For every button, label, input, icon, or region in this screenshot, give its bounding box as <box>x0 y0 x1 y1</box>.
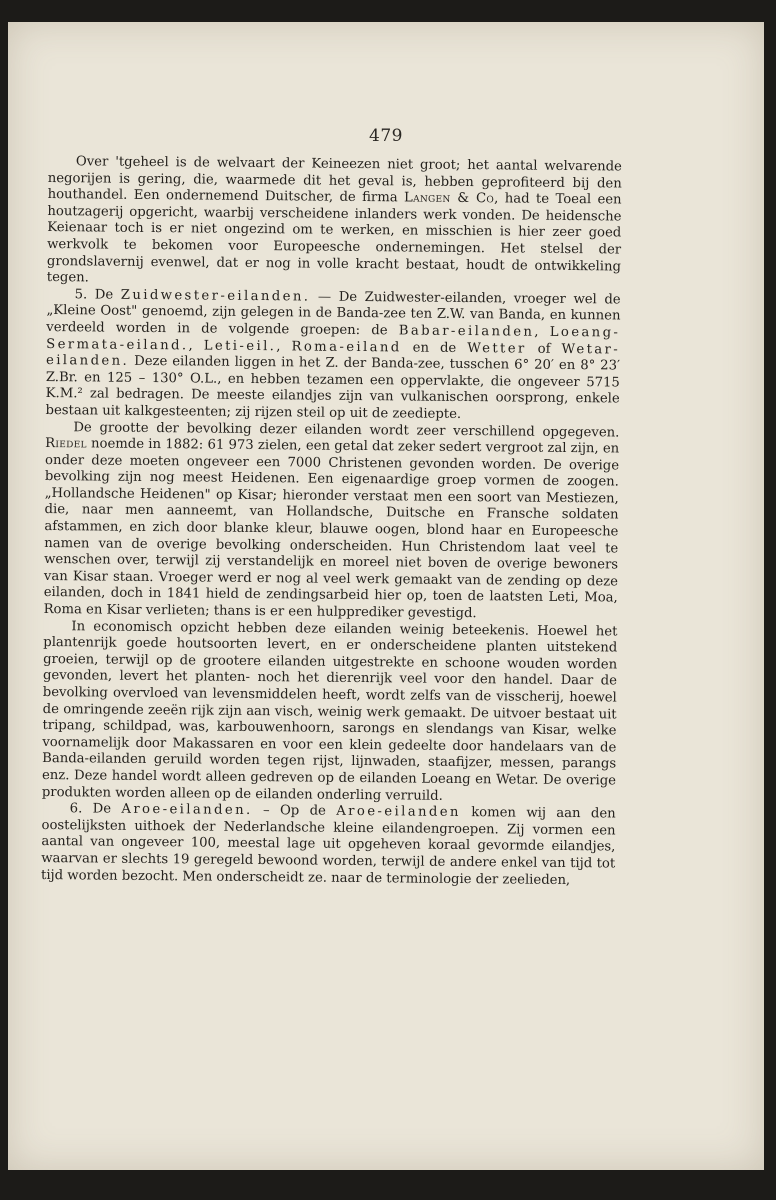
text-run: en de <box>401 339 468 356</box>
text-run: 6. De <box>69 801 122 817</box>
text-run: – Op de <box>252 803 337 819</box>
text-run: , <box>188 337 204 354</box>
author-name: Riedel <box>45 436 87 452</box>
section-heading: Aroe-eilanden. <box>121 801 253 819</box>
text-run: 5. De <box>74 287 121 303</box>
text-run: komen wij aan den oostelijksten uithoek der Nederlandsche kleine eilandengroepen. Zij vormen een aantal van ongeveer 100, meestal lage uit opgeheven koraal gevormde eilandjes, waarvan er slechts 19 geregeld bewoond worden, terwijl de andere enkel van tijd tot tijd worden bezocht. Men onderscheidt ze. naar de terminologie der zeelieden, <box>41 805 616 888</box>
text-run: Over 'tgeheel is de welvaart der Keineezen niet groot; het aantal welvarende negorijen is gering, die, waarmede dit het geval is, hebben geprofiteerd bij den houthandel. Een ondernemend Duitscher, de firma <box>47 154 622 206</box>
text-run: noemde in 1882: 61 973 zielen, een getal dat zeker sedert vergroot zal zijn, en onder deze moeten ongeveer een 7000 Christenen gevonden worden. De overige bevolking zijn nog meest Heidenen. Een eigenaardige groep vormen de zoogen. „Hollandsche Heidenen" op Kisar; hieronder verstaat men een soort van Mestiezen, die, naar men aanneemt, van Hollandsche, Duitsche en Fransche soldaten afstammen, en zich door blanke kleur, blauwe oogen, blond haar en Europeesche namen van de overige bevolking onderscheiden. Hun Christendom laat veel te wenschen over, terwijl zij verstandelijk en moreel niet boven de overige bewoners van Kisar staan. Vroeger werd er nog al veel werk gemaakt van de zending op deze eilanden, doch in 1841 hield de zendingsarbeid hier op, toen de laatsten Leti, Moa, Roma en Kisar verlieten; thans is er een hulpprediker gevestigd. <box>43 436 620 622</box>
text-run: , <box>534 324 550 340</box>
text-run: , had te Toeal een houtzagerij opgericht, waarbij verscheidene inlanders werk vonden. De heidensche Keienaar toch is er niet ongezind om te werken, en misschien is hier zeer goed werkvolk te bekomen voor Europeesche ondernemingen. Het stelsel der grondslavernij evenwel, dat er nog in volle kracht bestaat, houdt de ontwikkeling tegen. <box>46 191 622 286</box>
paragraph-2 <box>45 287 620 425</box>
paragraph-4 <box>42 619 618 807</box>
section-heading: Zuidwester-eilanden. <box>120 287 311 305</box>
spaced-term: Roma-eiland <box>291 338 402 355</box>
spaced-term: Wetter <box>467 340 527 357</box>
page-number: 479 <box>369 126 403 146</box>
text-run: , <box>276 338 292 354</box>
book-page <box>8 22 764 1170</box>
text-run: of <box>526 341 562 357</box>
text-run: De grootte der bevolking dezer eilanden wordt zeer verschillend opgegeven. <box>73 419 620 440</box>
spaced-term: Wetar-eilanden. <box>45 341 621 369</box>
spaced-term: Leti-eil. <box>203 338 277 354</box>
body-text <box>41 154 622 890</box>
spaced-term: Babar-eilanden <box>398 323 535 340</box>
text-run: — De Zuidwester-eilanden, vroeger wel de „Kleine Oost" genoemd, zijn gelegen in de Banda-zee ten Z.W. van Banda, en kunnen verdeeld worden in de volgende groepen: de <box>46 289 621 339</box>
spaced-term: Loeang-Sermata-eiland. <box>46 324 621 353</box>
spaced-term: Aroe-eilanden <box>336 803 461 821</box>
text-run: In economisch opzicht hebben deze eilanden weinig beteekenis. Hoewel het plantenrijk goede houtsoorten levert, en er onderscheidene planten uitstekend groeien, terwijl op de grootere eilanden uitgestrekte en schoone wouden worden gevonden, levert het planten- noch het dierenrijk veel voor den handel. Daar de bevolking overvloed van levensmiddelen heeft, wordt zelfs van de visscherij, hoewel de omringende zeeën rijk zijn aan visch, weinig werk gemaakt. De uitvoer bestaat uit tripang, schildpad, was, karbouwenhoorn, sarongs en slendangs van Kisar, welke voornamelijk door Makassaren en voor een klein gedeelte door handelaars van de Banda-eilanden geruild worden tegen rijst, lijnwaden, staafijzer, messen, parangs enz. Deze handel wordt alleen gedreven op de eilanden Loeang en Wetar. De overige produkten worden alleen op de eilanden onderling verruild. <box>41 618 618 804</box>
paragraph-5 <box>41 801 616 889</box>
paragraph-3 <box>44 419 620 624</box>
paragraph-1 <box>47 154 622 292</box>
text-run: Deze eilanden liggen in het Z. der Banda-zee, tusschen 6° 20′ en 8° 23′ Z.Br. en 125 – 130° O.L., en hebben tezamen een oppervlakte, die ongeveer 5715 K.M.² zal bedragen. De meeste eilandjes zijn van vulkanischen oorsprong, enkele bestaan uit kalkgesteenten; zij rijzen steil op uit de zeediepte. <box>45 353 621 422</box>
firm-name: Langen & Co <box>403 190 495 207</box>
